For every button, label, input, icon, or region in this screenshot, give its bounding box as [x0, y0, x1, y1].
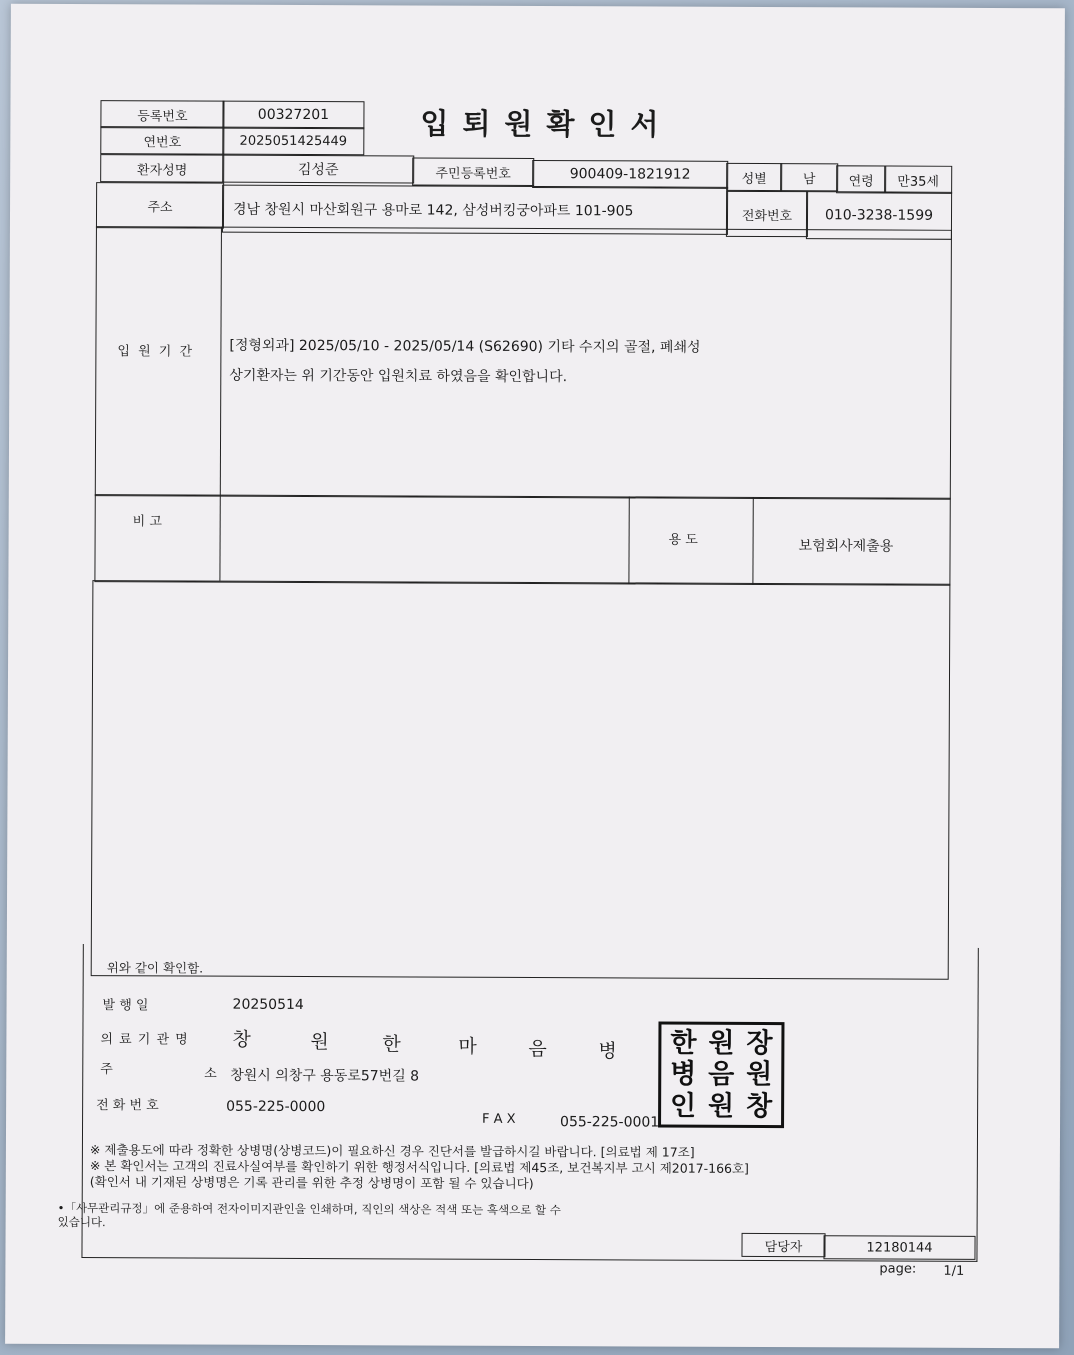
page-number: 1/1	[943, 1263, 965, 1279]
institution-label: 의 료 기 관 명	[100, 1032, 189, 1048]
institution-char-4: 마	[458, 1035, 477, 1058]
address-label: 주소	[96, 182, 224, 229]
phone-value: 010-3238-1599	[806, 191, 952, 240]
patient-name-label: 환자성명	[100, 154, 224, 183]
hospital-seal: 한 원 장 병 음 원 인 원 창	[658, 1022, 784, 1129]
admission-period-line1: [정형외과] 2025/05/10 - 2025/05/14 (S62690) 기타 수지의 골절, 폐쇄성	[229, 337, 701, 356]
resident-no-label: 주민등록번호	[412, 157, 534, 186]
institution-phone: 055-225-0000	[226, 1098, 326, 1116]
note-estimated-diagnosis: (확인서 내 기재된 상병명은 기록 관리를 위한 추정 상병명이 포함 될 수 있습니다)	[89, 1174, 534, 1191]
institution-char-3: 한	[382, 1033, 401, 1056]
address-value: 경남 창원시 마산회원구 용마로 142, 삼성버킹궁아파트 101-905	[222, 185, 728, 235]
institution-char-6: 병	[598, 1040, 617, 1063]
serial-value: 2025051425449	[222, 127, 364, 156]
sex-label: 성별	[726, 163, 782, 191]
institution-address-label-a: 주	[100, 1062, 113, 1078]
confirm-statement: 위와 같이 확인함.	[106, 960, 204, 976]
institution-address: 창원시 의창구 용동로57번길 8	[230, 1067, 420, 1085]
remarks-label: 비 고	[132, 514, 162, 530]
reg-no-value: 00327201	[222, 101, 364, 130]
note-seal-regulation-cont: 있습니다.	[57, 1214, 106, 1230]
resident-no-value: 900409-1821912	[532, 160, 728, 189]
document-paper	[5, 4, 1065, 1349]
page-label: page:	[879, 1261, 917, 1277]
issue-date-value: 20250514	[232, 996, 304, 1013]
institution-address-label-b: 소	[204, 1066, 217, 1082]
reg-no-label: 등록번호	[100, 100, 224, 129]
patient-name-value: 김성준	[222, 155, 414, 184]
staff-label: 담당자	[741, 1233, 825, 1257]
note-seal-regulation: •「사무관리규정」에 준용하여 전자이미지관인을 인쇄하며, 직인의 색상은 적색 또는 흑색으로 할 수	[57, 1200, 561, 1218]
admission-period-section	[95, 226, 952, 500]
blank-area	[91, 580, 951, 980]
institution-char-1: 창	[232, 1028, 251, 1051]
phone-label: 전화번호	[726, 191, 808, 237]
admission-confirm-line: 상기환자는 위 기간동안 입원치료 하였음을 확인합니다.	[229, 367, 568, 386]
serial-label: 연번호	[100, 126, 224, 155]
staff-id: 12180144	[823, 1235, 975, 1260]
institution-char-5: 음	[528, 1037, 547, 1061]
note-diagnosis: ※ 제출용도에 따라 정확한 상병명(상병코드)이 필요하신 경우 진단서를 발급하시길 바랍니다. [의료법 제 17조]	[89, 1142, 695, 1160]
issue-date-label: 발 행 일	[102, 998, 149, 1014]
document-title: 입퇴원확인서	[420, 106, 673, 142]
institution-char-2: 원	[310, 1031, 329, 1054]
age-label: 연령	[836, 165, 886, 193]
admission-period-label: 입 원 기 간	[117, 344, 195, 360]
usage-value: 보험회사제출용	[798, 538, 894, 555]
sex-value: 남	[780, 163, 838, 191]
fax-value: 055-225-0001	[560, 1114, 660, 1131]
fax-label: F A X	[482, 1111, 516, 1127]
age-value: 만35세	[884, 166, 952, 194]
institution-phone-label: 전 화 번 호	[96, 1098, 159, 1114]
usage-label: 용 도	[668, 532, 698, 548]
note-purpose: ※ 본 확인서는 고객의 진료사실여부를 확인하기 위한 행정서식입니다. [의료법 제45조, 보건복지부 고시 제2017-166호]	[89, 1158, 749, 1176]
